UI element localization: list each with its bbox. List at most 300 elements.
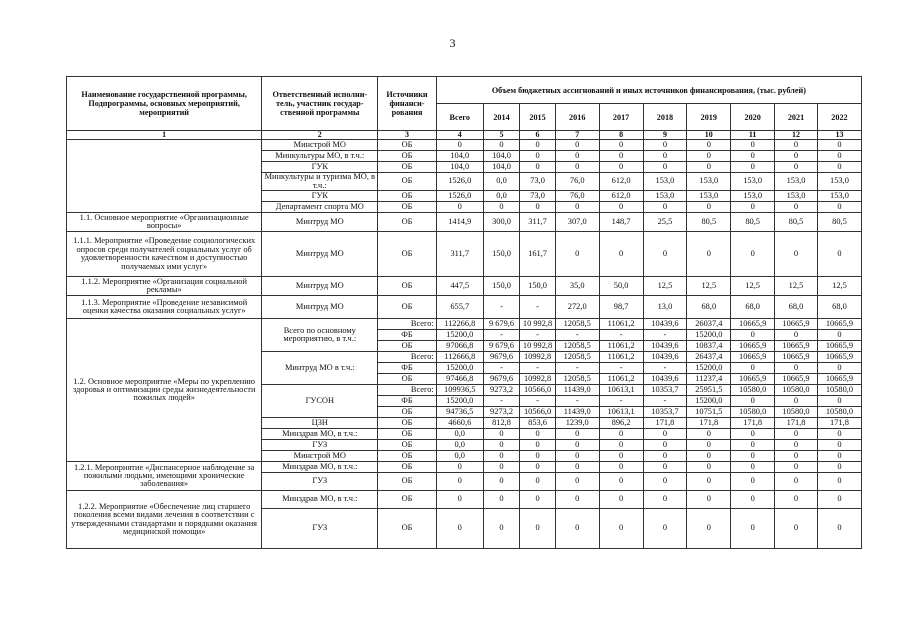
value-year: 153,0 — [817, 173, 861, 191]
value-year: 9273,2 — [483, 385, 520, 396]
value-year: 68,0 — [817, 296, 861, 319]
value-year: 76,0 — [555, 173, 599, 191]
measure-name: 1.2. Основное мероприятие «Меры по укреплению здоровья и оптимизации среды жизнедеятельности пожилых людей» — [67, 319, 262, 462]
value-year: 10580,0 — [817, 385, 861, 396]
value-year: 0 — [731, 363, 775, 374]
value-year: 10665,9 — [817, 341, 861, 352]
funding-source: ОБ — [378, 151, 436, 162]
header-resp-col: Ответственный исполни-тель, участник государ-ственной программы — [262, 77, 378, 131]
value-year: 11061,2 — [599, 319, 643, 330]
value-year: 311,7 — [520, 213, 556, 232]
value-year: 10665,9 — [775, 374, 818, 385]
value-year: - — [555, 396, 599, 407]
value-year: 80,5 — [817, 213, 861, 232]
value-year: 0 — [731, 202, 775, 213]
col-number: 7 — [555, 131, 599, 140]
funding-source: ОБ — [378, 277, 436, 296]
value-year: 0 — [520, 491, 556, 509]
value-year: 0 — [599, 202, 643, 213]
header-volume: Объем бюджетных ассигнований и иных источников финансирования, (тыс. рублей) — [436, 77, 861, 104]
value-year: 0 — [817, 202, 861, 213]
value-year: 0 — [599, 162, 643, 173]
funding-source: ОБ — [378, 173, 436, 191]
value-year: 10837,4 — [687, 341, 731, 352]
funding-source: ФБ — [378, 330, 436, 341]
value-year: 10580,0 — [731, 385, 775, 396]
table-row — [67, 319, 862, 330]
value-year: 15200,0 — [687, 363, 731, 374]
value-year: 150,0 — [520, 277, 556, 296]
funding-source: ОБ — [378, 418, 436, 429]
measure-name: 1.1.3. Мероприятие «Проведение независимой оценки качества оказания социальных услуг» — [67, 296, 262, 319]
value-year: 153,0 — [775, 173, 818, 191]
responsible-executor: Минтруд МО в т.ч.: — [262, 352, 378, 385]
value-year: - — [520, 330, 556, 341]
col-number: 8 — [599, 131, 643, 140]
value-year: 0 — [817, 440, 861, 451]
value-year: 171,8 — [643, 418, 687, 429]
value-year: 10665,9 — [731, 341, 775, 352]
value-year: 12,5 — [643, 277, 687, 296]
value-year: 0 — [599, 451, 643, 462]
value-year: 0 — [731, 462, 775, 473]
responsible-executor: Минтруд МО — [262, 277, 378, 296]
value-year: 10 992,8 — [520, 319, 556, 330]
funding-source: ОБ — [378, 462, 436, 473]
value-total: 104,0 — [436, 162, 483, 173]
value-year: - — [483, 363, 520, 374]
value-year: 26437,4 — [687, 352, 731, 363]
value-year: 0 — [687, 232, 731, 277]
value-year: 10439,6 — [643, 319, 687, 330]
value-total: 15200,0 — [436, 396, 483, 407]
funding-source: ОБ — [378, 213, 436, 232]
funding-source: ОБ — [378, 491, 436, 509]
value-year: 0 — [731, 330, 775, 341]
value-year: 0 — [775, 509, 818, 549]
value-year: 150,0 — [483, 277, 520, 296]
value-year: 0 — [483, 140, 520, 151]
funding-source: ОБ — [378, 429, 436, 440]
header-year: 2022 — [817, 104, 861, 131]
value-year: 0 — [643, 509, 687, 549]
value-year: 0 — [775, 440, 818, 451]
value-year: 0 — [483, 202, 520, 213]
value-year: 25,5 — [643, 213, 687, 232]
value-year: 11061,2 — [599, 374, 643, 385]
header-row — [67, 77, 862, 104]
header-year: 2019 — [687, 104, 731, 131]
value-year: 25951,5 — [687, 385, 731, 396]
value-year: 0 — [520, 473, 556, 491]
value-year: 76,0 — [555, 191, 599, 202]
value-year: 10580,0 — [731, 407, 775, 418]
value-year: 11439,0 — [555, 407, 599, 418]
value-year: 0 — [599, 491, 643, 509]
value-year: 153,0 — [687, 191, 731, 202]
value-total: 1414,9 — [436, 213, 483, 232]
value-year: 0 — [775, 330, 818, 341]
table-row — [67, 462, 862, 473]
value-year: 0 — [599, 473, 643, 491]
value-year: 153,0 — [731, 191, 775, 202]
value-year: 0 — [731, 473, 775, 491]
value-year: 0 — [731, 162, 775, 173]
measure-name: 1.2.2. Мероприятие «Обеспечение лиц старшего поколения всеми видами лечения в соответствии с утвержденными стандартами и порядками оказания медицинской помощи» — [67, 491, 262, 549]
value-year: - — [599, 330, 643, 341]
responsible-executor: ГУСОН — [262, 385, 378, 418]
value-year: 10665,9 — [731, 374, 775, 385]
value-year: 10580,0 — [817, 407, 861, 418]
value-year: 0 — [599, 462, 643, 473]
value-year: 10992,8 — [520, 374, 556, 385]
value-year: 9679,6 — [483, 374, 520, 385]
value-total: 1526,0 — [436, 173, 483, 191]
responsible-executor: Минстрой МО — [262, 451, 378, 462]
value-year: 11439,0 — [555, 385, 599, 396]
value-year: 15200,0 — [687, 330, 731, 341]
value-year: 307,0 — [555, 213, 599, 232]
table-row — [67, 232, 862, 277]
value-year: - — [520, 296, 556, 319]
value-year: 10665,9 — [731, 319, 775, 330]
header-year: 2020 — [731, 104, 775, 131]
header-year: 2015 — [520, 104, 556, 131]
value-year: 9273,2 — [483, 407, 520, 418]
value-year: 11061,2 — [599, 341, 643, 352]
responsible-executor: Минздрав МО, в т.ч.: — [262, 462, 378, 473]
responsible-executor: Департамент спорта МО — [262, 202, 378, 213]
value-year: 0,0 — [483, 173, 520, 191]
value-year: - — [599, 396, 643, 407]
value-year: 0 — [817, 473, 861, 491]
value-year: 11061,2 — [599, 352, 643, 363]
value-year: 0 — [643, 462, 687, 473]
value-total: 0 — [436, 509, 483, 549]
value-year: 0 — [731, 440, 775, 451]
value-total: 0,0 — [436, 440, 483, 451]
value-year: - — [483, 330, 520, 341]
value-year: 10665,9 — [775, 341, 818, 352]
table-row — [67, 213, 862, 232]
value-year: 0 — [555, 451, 599, 462]
value-year: 0 — [687, 140, 731, 151]
value-total: 0 — [436, 202, 483, 213]
responsible-executor: ГУК — [262, 191, 378, 202]
value-year: 12,5 — [817, 277, 861, 296]
responsible-executor: Минкультуры и туризма МО, в т.ч.: — [262, 173, 378, 191]
value-year: 0 — [520, 429, 556, 440]
value-year: 12,5 — [687, 277, 731, 296]
funding-source: ФБ — [378, 363, 436, 374]
value-year: 171,8 — [687, 418, 731, 429]
funding-source: ОБ — [378, 341, 436, 352]
value-year: - — [483, 396, 520, 407]
responsible-executor: Минтруд МО — [262, 232, 378, 277]
value-year: 0 — [731, 451, 775, 462]
value-year: 0 — [643, 491, 687, 509]
value-year: 68,0 — [775, 296, 818, 319]
col-number: 12 — [775, 131, 818, 140]
value-year: 73,0 — [520, 191, 556, 202]
value-year: - — [643, 396, 687, 407]
value-year: 0 — [599, 140, 643, 151]
value-total: 0,0 — [436, 451, 483, 462]
value-total: 0,0 — [436, 429, 483, 440]
value-year: 153,0 — [687, 173, 731, 191]
funding-source: ОБ — [378, 407, 436, 418]
funding-source: ОБ — [378, 509, 436, 549]
value-year: 1239,0 — [555, 418, 599, 429]
col-number: 10 — [687, 131, 731, 140]
value-total: 112266,8 — [436, 319, 483, 330]
value-year: 35,0 — [555, 277, 599, 296]
funding-source: ОБ — [378, 202, 436, 213]
responsible-executor: ГУЗ — [262, 509, 378, 549]
value-year: 161,7 — [520, 232, 556, 277]
value-year: 0 — [817, 491, 861, 509]
value-year: - — [520, 396, 556, 407]
value-total: 15200,0 — [436, 363, 483, 374]
value-year: 0 — [687, 429, 731, 440]
funding-source: ОБ — [378, 451, 436, 462]
value-year: 0 — [817, 509, 861, 549]
value-year: 0 — [817, 232, 861, 277]
value-year: 10665,9 — [775, 319, 818, 330]
value-year: 0 — [555, 151, 599, 162]
value-year: 0 — [817, 429, 861, 440]
value-year: 896,2 — [599, 418, 643, 429]
value-year: 0 — [817, 162, 861, 173]
value-year: 12058,5 — [555, 374, 599, 385]
value-year: 10665,9 — [775, 352, 818, 363]
value-year: 10353,7 — [643, 407, 687, 418]
value-total: 97466,8 — [436, 374, 483, 385]
value-year: 0,0 — [483, 191, 520, 202]
value-total: 1526,0 — [436, 191, 483, 202]
value-year: 153,0 — [731, 173, 775, 191]
responsible-executor: Минздрав МО, в т.ч.: — [262, 491, 378, 509]
value-year: 10 992,8 — [520, 341, 556, 352]
responsible-executor: Минстрой МО — [262, 140, 378, 151]
value-year: 0 — [643, 202, 687, 213]
value-year: 9 679,6 — [483, 319, 520, 330]
value-year: 0 — [643, 232, 687, 277]
value-year: 0 — [687, 202, 731, 213]
value-year: 0 — [483, 491, 520, 509]
responsible-executor: ГУЗ — [262, 473, 378, 491]
value-year: 98,7 — [599, 296, 643, 319]
value-total: 109936,5 — [436, 385, 483, 396]
value-year: 153,0 — [643, 173, 687, 191]
value-year: 10613,1 — [599, 407, 643, 418]
header-year: 2021 — [775, 104, 818, 131]
responsible-executor: ЦЗН — [262, 418, 378, 429]
value-year: 0 — [555, 232, 599, 277]
value-year: 0 — [520, 162, 556, 173]
value-year: 300,0 — [483, 213, 520, 232]
value-year: 0 — [555, 440, 599, 451]
value-total: 311,7 — [436, 232, 483, 277]
header-year: 2014 — [483, 104, 520, 131]
value-year: - — [599, 363, 643, 374]
value-total: 112666,8 — [436, 352, 483, 363]
value-year: 0 — [520, 509, 556, 549]
value-year: 10566,0 — [520, 385, 556, 396]
header-year: 2016 — [555, 104, 599, 131]
value-year: 0 — [555, 491, 599, 509]
col-number: 9 — [643, 131, 687, 140]
value-year: 0 — [643, 140, 687, 151]
value-year: 0 — [555, 429, 599, 440]
value-year: 0 — [817, 451, 861, 462]
value-year: 0 — [599, 509, 643, 549]
value-year: 68,0 — [687, 296, 731, 319]
value-total: 0 — [436, 473, 483, 491]
funding-source: ОБ — [378, 374, 436, 385]
value-year: - — [520, 363, 556, 374]
value-year: - — [555, 330, 599, 341]
value-year: 0 — [687, 509, 731, 549]
page-number: 3 — [449, 36, 456, 50]
measure-name: 1.1. Основное мероприятие «Организационные вопросы» — [67, 213, 262, 232]
value-year: 0 — [775, 491, 818, 509]
value-year: 153,0 — [643, 191, 687, 202]
value-year: 0 — [687, 440, 731, 451]
value-year: 10353,7 — [643, 385, 687, 396]
value-year: 0 — [555, 162, 599, 173]
value-year: 9 679,6 — [483, 341, 520, 352]
value-year: 0 — [599, 429, 643, 440]
value-year: 11237,4 — [687, 374, 731, 385]
value-year: 0 — [599, 440, 643, 451]
value-year: 0 — [817, 363, 861, 374]
value-year: 80,5 — [687, 213, 731, 232]
value-year: 0 — [775, 396, 818, 407]
funding-source: ОБ — [378, 191, 436, 202]
value-year: 0 — [483, 451, 520, 462]
value-year: 0 — [817, 140, 861, 151]
measure-name — [67, 140, 262, 213]
value-year: 68,0 — [731, 296, 775, 319]
value-year: 10665,9 — [817, 319, 861, 330]
value-total: 0 — [436, 491, 483, 509]
value-year: 12,5 — [731, 277, 775, 296]
value-total: 0 — [436, 140, 483, 151]
value-year: 0 — [731, 151, 775, 162]
value-year: 0 — [817, 462, 861, 473]
col-number: 1 — [67, 131, 262, 140]
value-year: 0 — [687, 162, 731, 173]
value-year: 10439,6 — [643, 352, 687, 363]
value-year: 12058,5 — [555, 319, 599, 330]
value-year: 153,0 — [817, 191, 861, 202]
value-year: 0 — [775, 162, 818, 173]
value-total: 104,0 — [436, 151, 483, 162]
responsible-executor: ГУК — [262, 162, 378, 173]
table-row — [67, 491, 862, 509]
budget-table — [66, 76, 862, 549]
value-year: 0 — [775, 473, 818, 491]
value-year: - — [643, 363, 687, 374]
value-year: 0 — [599, 232, 643, 277]
value-year: 0 — [520, 440, 556, 451]
value-year: 0 — [687, 462, 731, 473]
value-year: 150,0 — [483, 232, 520, 277]
funding-source: Всего: — [378, 385, 436, 396]
value-year: - — [483, 296, 520, 319]
value-year: 812,8 — [483, 418, 520, 429]
value-year: 0 — [643, 451, 687, 462]
value-year: 0 — [483, 429, 520, 440]
value-year: 10439,6 — [643, 374, 687, 385]
header-year: 2018 — [643, 104, 687, 131]
value-year: 0 — [483, 440, 520, 451]
value-year: - — [555, 363, 599, 374]
value-year: 15200,0 — [687, 396, 731, 407]
value-year: 153,0 — [775, 191, 818, 202]
value-year: 13,0 — [643, 296, 687, 319]
responsible-executor: Минтруд МО — [262, 296, 378, 319]
value-year: 0 — [731, 509, 775, 549]
value-year: 0 — [555, 462, 599, 473]
value-year: 148,7 — [599, 213, 643, 232]
value-year: 0 — [775, 151, 818, 162]
value-year: 0 — [643, 473, 687, 491]
value-year: 0 — [483, 509, 520, 549]
col-number: 13 — [817, 131, 861, 140]
value-year: 0 — [643, 440, 687, 451]
value-year: 612,0 — [599, 173, 643, 191]
table-row — [67, 140, 862, 151]
value-year: 10751,5 — [687, 407, 731, 418]
column-number-row — [67, 131, 862, 140]
value-year: 0 — [731, 232, 775, 277]
value-total: 97066,8 — [436, 341, 483, 352]
value-year: 0 — [520, 451, 556, 462]
funding-source: ФБ — [378, 396, 436, 407]
value-year: 0 — [520, 202, 556, 213]
value-year: 0 — [643, 162, 687, 173]
col-number: 4 — [436, 131, 483, 140]
responsible-executor: Всего по основному мероприятию, в т.ч.: — [262, 319, 378, 352]
value-year: 104,0 — [483, 162, 520, 173]
value-year: 171,8 — [817, 418, 861, 429]
header-year: Всего — [436, 104, 483, 131]
funding-source: Всего: — [378, 319, 436, 330]
value-year: 0 — [731, 491, 775, 509]
funding-source: Всего: — [378, 352, 436, 363]
value-year: 0 — [817, 396, 861, 407]
value-year: 0 — [775, 462, 818, 473]
measure-name: 1.1.1. Мероприятие «Проведение социологических опросов среди получателей социальных услуг об удовлетворенности качеством и доступностью получаемых ими услуг» — [67, 232, 262, 277]
value-year: 12058,5 — [555, 341, 599, 352]
funding-source: ОБ — [378, 140, 436, 151]
value-year: 0 — [731, 140, 775, 151]
value-year: 0 — [555, 509, 599, 549]
value-year: 0 — [643, 151, 687, 162]
table-row — [67, 296, 862, 319]
col-number: 6 — [520, 131, 556, 140]
value-year: 12058,5 — [555, 352, 599, 363]
value-year: 0 — [775, 140, 818, 151]
value-year: 0 — [599, 151, 643, 162]
value-year: 10665,9 — [817, 352, 861, 363]
responsible-executor: Минкультуры МО, в т.ч.: — [262, 151, 378, 162]
value-total: 0 — [436, 462, 483, 473]
value-total: 655,7 — [436, 296, 483, 319]
value-year: 0 — [483, 473, 520, 491]
